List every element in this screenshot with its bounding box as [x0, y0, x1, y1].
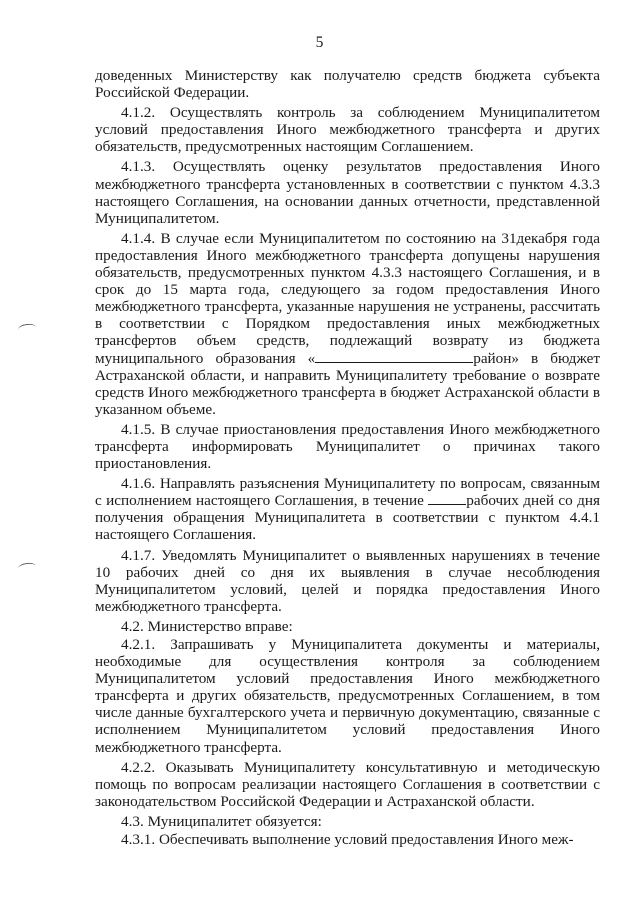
- paragraph-4-3-1: 4.3.1. Обеспечивать выполнение условий предоставления Иного меж-: [121, 831, 574, 849]
- paragraph-4-1-3: 4.1.3. Осуществлять оценку результатов предоставления Иного межбюджетного трансферта установленных в соответствии с пунктом 4.3.3 настоящего Соглашения, на основании данных отчетности, представленной Муниципалитетом.: [95, 158, 600, 227]
- paragraph-4-1-4-text-before: 4.1.4. В случае если Муниципалитетом по состоянию на 31декабря года предоставления Иного межбюджетного трансферта допущены нарушения обязательств, предусмотренных пунктом 4.3.3 настоящего Соглашения, и в срок до 15 марта года, следующего за годом предоставления Иного межбюджетного трансферта, указанные нарушения не устранены, рассчитать в соответствии с Порядком предоставления иных межбюджетных трансфертов объем средств, подлежащий возврату из бюджета муниципального образования «: [95, 229, 600, 367]
- paragraph-4-1-7: 4.1.7. Уведомлять Муниципалитет о выявленных нарушениях в течение 10 рабочих дней со дня их выявления в случае несоблюдения Муниципалитетом условий, целей и порядка предоставления Иного межбюджетного трансферта.: [95, 546, 600, 615]
- paragraph-4-2-2: 4.2.2. Оказывать Муниципалитету консультативную и методическую помощь по вопросам реализации настоящего Соглашения в соответствии с законодательством Российской Федерации и Астраханской области.: [95, 758, 600, 810]
- paragraph-4-3: 4.3. Муниципалитет обязуется:: [121, 812, 322, 830]
- paragraph-4-2: 4.2. Министерство вправе:: [121, 617, 293, 635]
- paragraph-4-1-6-text-after: рабочих дней со дня получения обращения Муниципалитета в соответствии с пунктом 4.4.1 настоящего Соглашения.: [95, 492, 600, 544]
- paragraph-4-1-5: 4.1.5. В случае приостановления предоставления Иного межбюджетного трансферта информировать Муниципалитет о причинах такого приостановления.: [95, 420, 600, 473]
- paragraph-4-1-2: 4.1.2. Осуществлять контроль за соблюдением Муниципалитетом условий предоставления Иного межбюджетного трансферта и других обязательств, предусмотренных настоящим Соглашением.: [95, 104, 600, 156]
- document-body: [95, 67, 600, 851]
- paragraph-continuation: доведенных Министерству как получателю средств бюджета субъекта Российской Федерации.: [95, 67, 600, 102]
- municipality-name-blank: [315, 350, 473, 363]
- paragraph-4-1-6: [95, 475, 600, 543]
- paragraph-4-1-4: [95, 230, 600, 418]
- page-number: 5: [315, 34, 324, 51]
- working-days-blank: [428, 492, 466, 505]
- paragraph-4-1-6-text-before: 4.1.6. Направлять разъяснения Муниципалитету по вопросам, связанным с исполнением настоящего Соглашения, в течение: [95, 475, 600, 510]
- binder-hole-mark: [17, 323, 36, 334]
- binder-hole-mark: [17, 562, 36, 573]
- paragraph-4-2-1: 4.2.1. Запрашивать у Муниципалитета документы и материалы, необходимые для осуществления контроля за соблюдением Муниципалитетом условий предоставления Иного межбюджетного трансферта и других обязательств, предусмотренных Соглашением, в том числе данные бухгалтерского учета и первичную документацию, связанные с исполнением Муниципалитетом условий предоставления Иного межбюджетного трансферта.: [95, 636, 600, 756]
- paragraph-4-1-4-text-after: район» в бюджет Астраханской области, и направить Муниципалитету требование о возврате средств Иного межбюджетного трансферта в бюджет Астраханской области в указанном объеме.: [95, 349, 600, 418]
